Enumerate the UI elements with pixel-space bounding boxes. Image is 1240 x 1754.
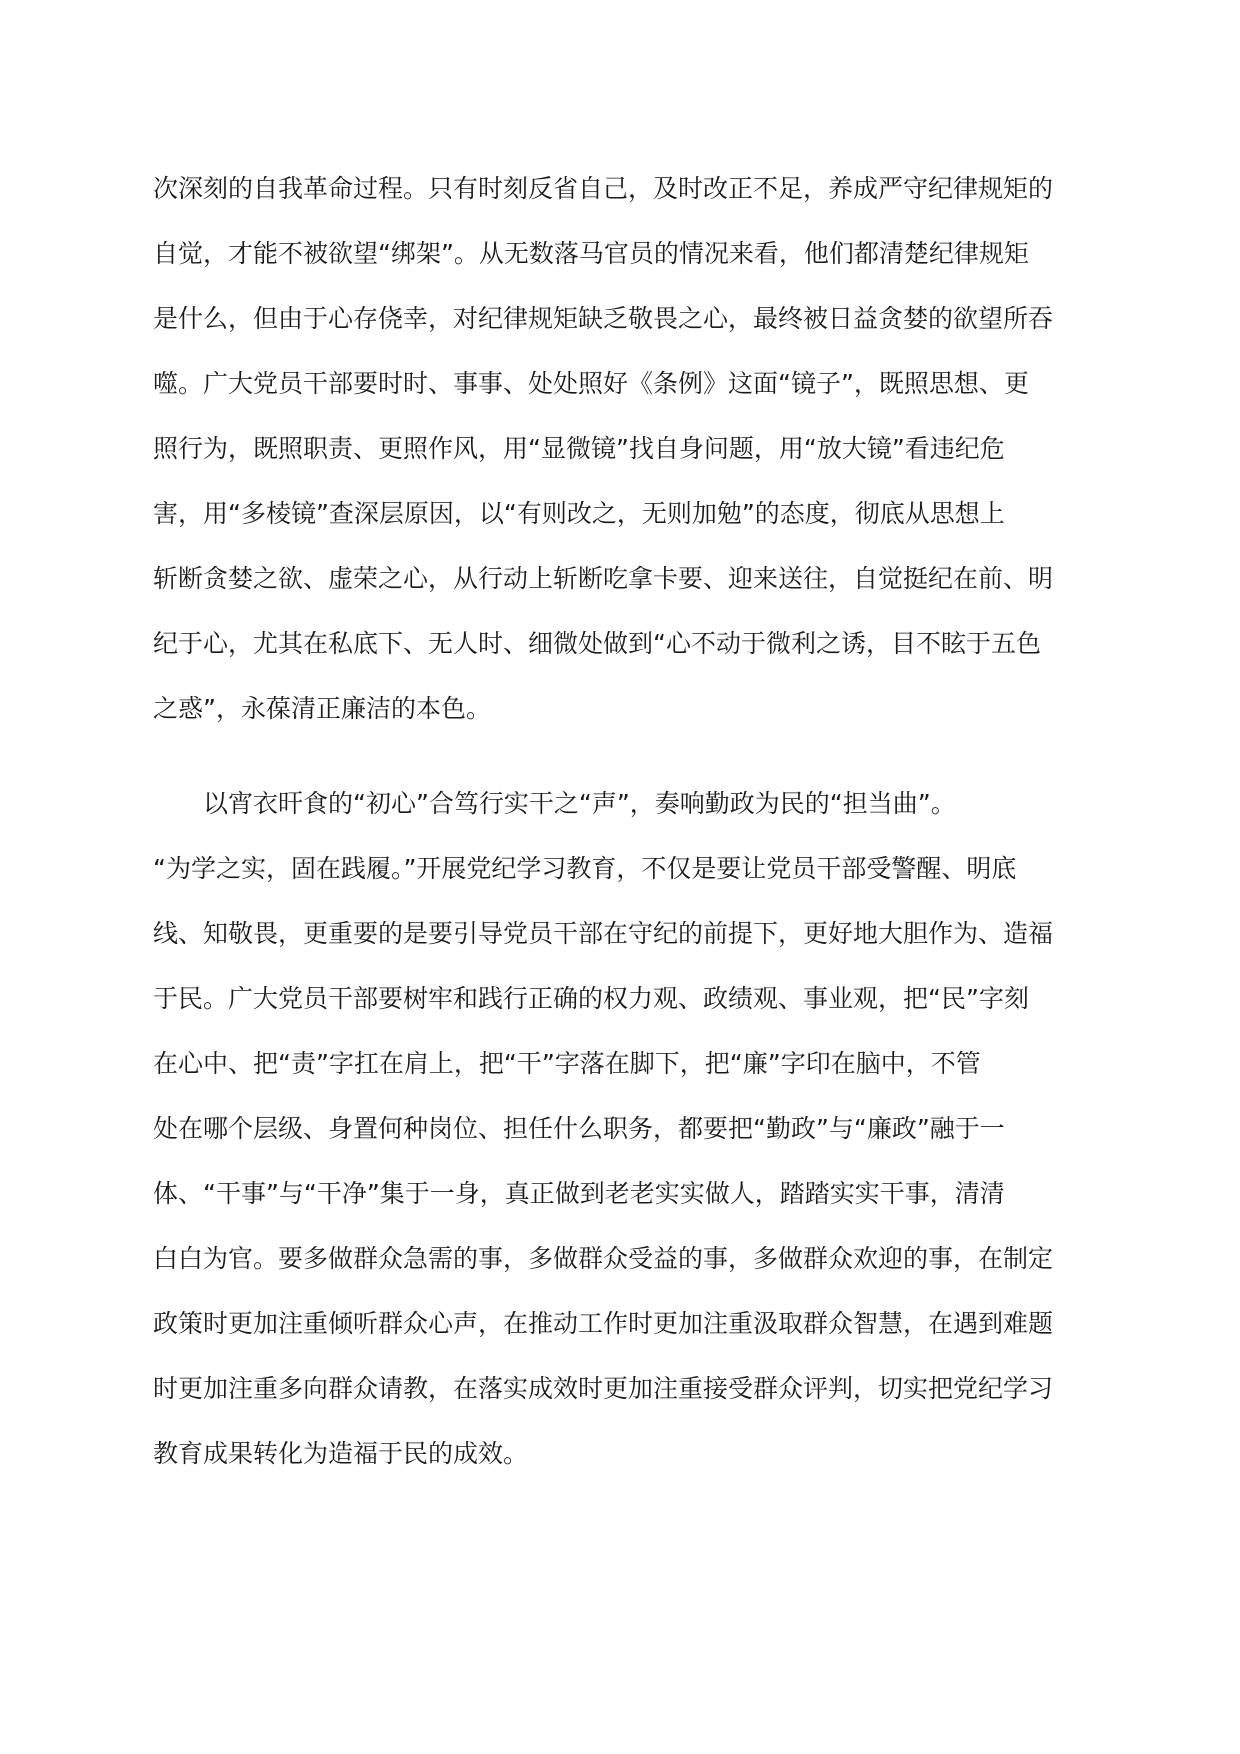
paragraph-line: 斩断贪婪之欲、虚荣之心，从行动上斩断吃拿卡要、迎来送往，自觉挺纪在前、明 bbox=[153, 564, 1054, 593]
paragraph-line: 自觉，才能不被欲望“绑架”。从无数落马官员的情况来看，他们都清楚纪律规矩 bbox=[153, 239, 1029, 268]
paragraph-line: 线、知敬畏，更重要的是要引导党员干部在守纪的前提下，更好地大胆作为、造福 bbox=[153, 919, 1054, 948]
paragraph-line: 处在哪个层级、身置何种岗位、担任什么职务，都要把“勤政”与“廉政”融于一 bbox=[153, 1114, 1005, 1143]
paragraph-first-line: 以宵衣旰食的“初心”合笃行实干之“声”，奏响勤政为民的“担当曲”。 bbox=[203, 789, 956, 818]
paragraph-line: 在心中、把“责”字扛在肩上，把“干”字落在脚下，把“廉”字印在脑中，不管 bbox=[153, 1049, 981, 1078]
paragraph-line: 时更加注重多向群众请教，在落实成效时更加注重接受群众评判，切实把党纪学习 bbox=[153, 1374, 1054, 1403]
paragraph-line: “为学之实，固在践履。”开展党纪学习教育，不仅是要让党员干部受警醒、明底 bbox=[153, 854, 1017, 883]
paragraph-line: 噬。广大党员干部要时时、事事、处处照好《条例》这面“镜子”，既照思想、更 bbox=[153, 369, 1029, 398]
paragraph-line: 照行为，既照职责、更照作风，用“显微镜”找自身问题，用“放大镜”看违纪危 bbox=[153, 434, 1005, 463]
paragraph-line: 纪于心，尤其在私底下、无人时、细微处做到“心不动于微利之诱，目不眩于五色 bbox=[153, 629, 1041, 658]
paragraph-line: 教育成果转化为造福于民的成效。 bbox=[153, 1439, 529, 1468]
paragraph-line: 之惑”，永葆清正廉洁的本色。 bbox=[153, 694, 491, 723]
paragraph-line: 政策时更加注重倾听群众心声，在推动工作时更加注重汲取群众智慧，在遇到难题 bbox=[153, 1309, 1054, 1338]
paragraph-line: 次深刻的自我革命过程。只有时刻反省自己，及时改正不足，养成严守纪律规矩的 bbox=[153, 174, 1054, 203]
paragraph-line: 是什么，但由于心存侥幸，对纪律规矩缺乏敬畏之心，最终被日益贪婪的欲望所吞 bbox=[153, 304, 1054, 333]
paragraph-line: 于民。广大党员干部要树牢和践行正确的权力观、政绩观、事业观，把“民”字刻 bbox=[153, 984, 1029, 1013]
paragraph-line: 白白为官。要多做群众急需的事，多做群众受益的事，多做群众欢迎的事，在制定 bbox=[153, 1244, 1054, 1273]
paragraph-line: 体、“干事”与“干净”集于一身，真正做到老老实实做人，踏踏实实干事，清清 bbox=[153, 1179, 1005, 1208]
paragraph-line: 害，用“多棱镜”查深层原因，以“有则改之，无则加勉”的态度，彻底从思想上 bbox=[153, 499, 1005, 528]
